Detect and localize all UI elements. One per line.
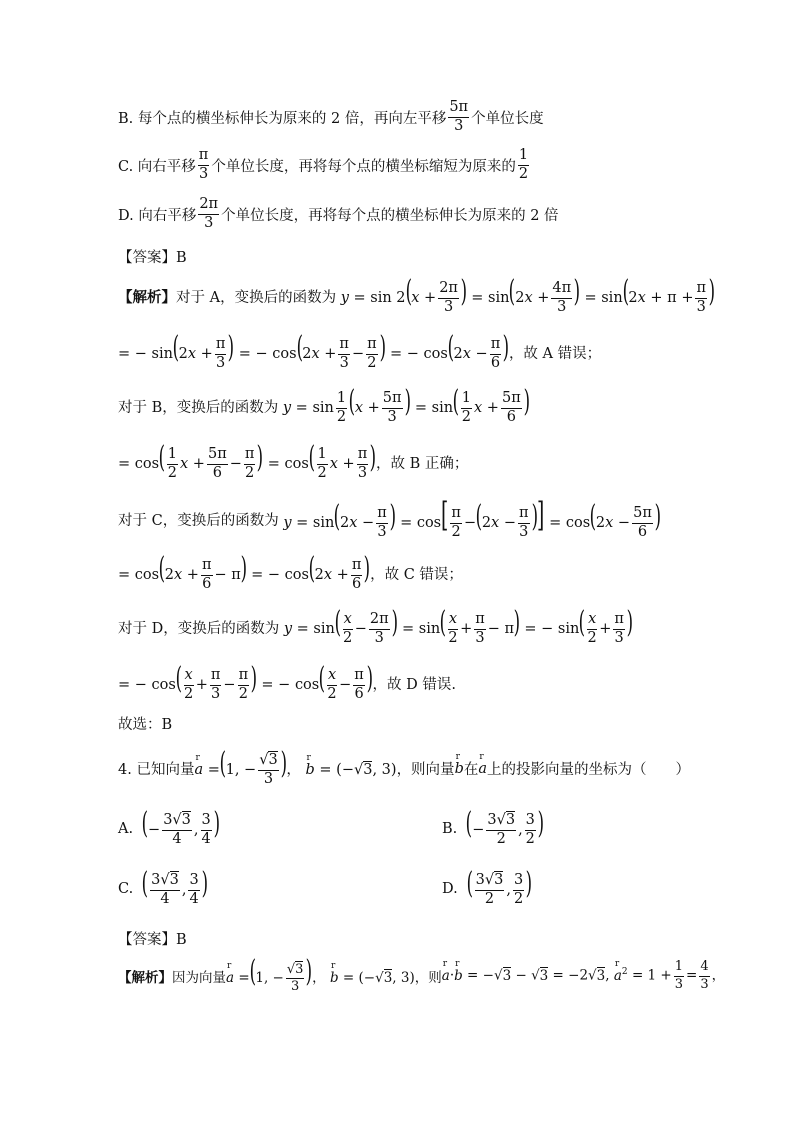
option-b-label: B. [442,820,458,837]
formula: = cos(2x + $\frac{\pi}{6}$ − π) = − cos(2x + $\frac{\pi}{6}$ ) [118,551,371,592]
option-b-tail: 个单位长度 [471,110,544,127]
option-b-line [118,100,544,135]
fraction: $\frac{2\pi}{3}$ [199,196,219,231]
answer-2-text: 【答案】B [118,932,187,948]
solution-2-line [118,954,726,994]
choose-text: 故选：B [118,717,173,733]
solution-2-then: ，则 [414,970,442,987]
answer-line [118,246,187,267]
formula: ( $\frac{3√3}{4}$ , $\frac{3}{4}$ ) [142,866,208,907]
fraction: $\frac{5\pi}{3}$ [449,99,469,134]
solution-b-line-2 [118,440,469,481]
conclusion-c: ，故 C 错误； [370,567,463,584]
solution-a-line-2 [118,330,602,371]
answer-text: 【答案】B [118,250,187,266]
formula: (− $\frac{3√3}{4}$ , $\frac{3}{4}$ ) [141,806,220,847]
solution-b-text: 对于 B，变换后的函数为 [118,400,279,417]
formula: ( $\frac{3√3}{2}$ , $\frac{3}{2}$ ) [466,866,533,907]
option-d-line [118,197,559,232]
formula: r a =(1, − $\frac{√3}{3}$ )， r b = (−√3, 3) [226,958,415,994]
question-4-text: 4. 已知向量 [118,762,195,779]
option-a-label: A. [118,820,134,837]
formula: y = sin(2x − $\frac{\pi}{3}$ ) = cos[ $\frac{\pi}{2}$ −(2x − $\frac{\pi}{3}$ )] = cos(2x − $\frac{5\pi}{6}$ ) [283,495,661,540]
option-b-row [442,806,544,847]
option-a-row [118,806,220,847]
option-c-text: C. 向右平移 [118,158,196,175]
formula: y = sin 2(x + $\frac{2\pi}{3}$ ) = sin(2x + $\frac{4\pi}{3}$ ) = sin(2x + π + $\frac{\pi}{3}$ ) [340,274,716,315]
question-4-tail: 在 [463,762,479,779]
formula: r a·r b = −√3 − √3 = −2√3, r $a^2 = 1$ + $\frac{1}{3}$ = $\frac{4}{3}$ ， [442,960,725,992]
formula: r b [455,761,464,777]
option-c-line [118,148,531,183]
option-c-mid: 个单位长度，再将每个点的横坐标缩短为原来的 [211,158,516,175]
solution-label: 【解析】 [118,289,176,307]
fraction: $\frac{1}{2}$ [518,147,529,182]
formula: = cos( $\frac{1}{2}$ x + $\frac{5\pi}{6}$ − $\frac{\pi}{2}$ ) = cos( $\frac{1}{2}$ x + $\frac{\pi}{3}$ ) [118,440,377,481]
solution-d-line-2 [118,661,456,702]
formula: y = sin $\frac{1}{2}$ (x + $\frac{5\pi}{3}$ ) = sin( $\frac{1}{2}$ x + $\frac{5\pi}{6}$ ) [282,384,530,425]
option-d-label: D. [442,880,458,897]
solution-2-label: 【解析】 [118,970,172,987]
solution-d-line-1 [118,605,634,646]
option-c-row [118,866,208,907]
option-d-text: D. 向右平移 [118,207,197,224]
solution-c-text: 对于 C，变换后的函数为 [118,513,279,530]
option-b-text: B. 每个点的横坐标伸长为原来的 2 倍，再向左平移 [118,110,447,127]
solution-b-line-1 [118,384,530,425]
question-4-line [118,746,691,787]
formula: = − sin(2x + $\frac{\pi}{3}$ ) = − cos(2x + $\frac{\pi}{3}$ − $\frac{\pi}{2}$ ) = − cos(2x − $\frac{\pi}{6}$ ) [118,330,510,371]
option-d-row [442,866,533,907]
formula: r a [478,761,487,777]
formula: = − cos( $\frac{x}{2}$ + $\frac{\pi}{3}$ − $\frac{\pi}{2}$ ) = − cos( $\frac{x}{2}$ − $\frac{\pi}{6}$ ) [118,661,373,702]
option-c-label: C. [118,880,134,897]
solution-d-text: 对于 D，变换后的函数为 [118,621,280,638]
solution-a-text: 对于 A，变换后的函数为 [176,290,337,307]
answer-2-line [118,928,187,949]
question-4-end: 上的投影向量的坐标为（ ） [487,762,691,779]
conclusion-a: ，故 A 错误； [508,346,602,363]
formula: (− $\frac{3√3}{2}$ , $\frac{3}{2}$ ) [466,806,544,847]
formula: y = sin( $\frac{x}{2}$ − $\frac{2\pi}{3}$ ) = sin( $\frac{x}{2}$ + $\frac{\pi}{3}$ − π) = − sin( $\frac{x}{2}$ + $\frac{\pi}{3}$ ) [283,605,634,646]
conclusion-b: ，故 B 正确； [375,456,469,473]
solution-a-line-1 [118,274,716,315]
formula: r a =(1, − $\frac{√3}{3}$ )， r b = (−√3, 3) [194,750,396,787]
solution-c-line-2 [118,551,463,592]
solution-c-line-1 [118,495,661,540]
conclusion-d: ，故 D 错误. [372,677,456,694]
choose-line [118,713,172,734]
option-d-tail: 个单位长度，再将每个点的横坐标伸长为原来的 2 倍 [221,207,559,224]
fraction: $\frac{\pi}{3}$ [198,147,209,182]
solution-2-text: 因为向量 [172,970,226,987]
question-4-mid: ，则向量 [396,762,455,779]
